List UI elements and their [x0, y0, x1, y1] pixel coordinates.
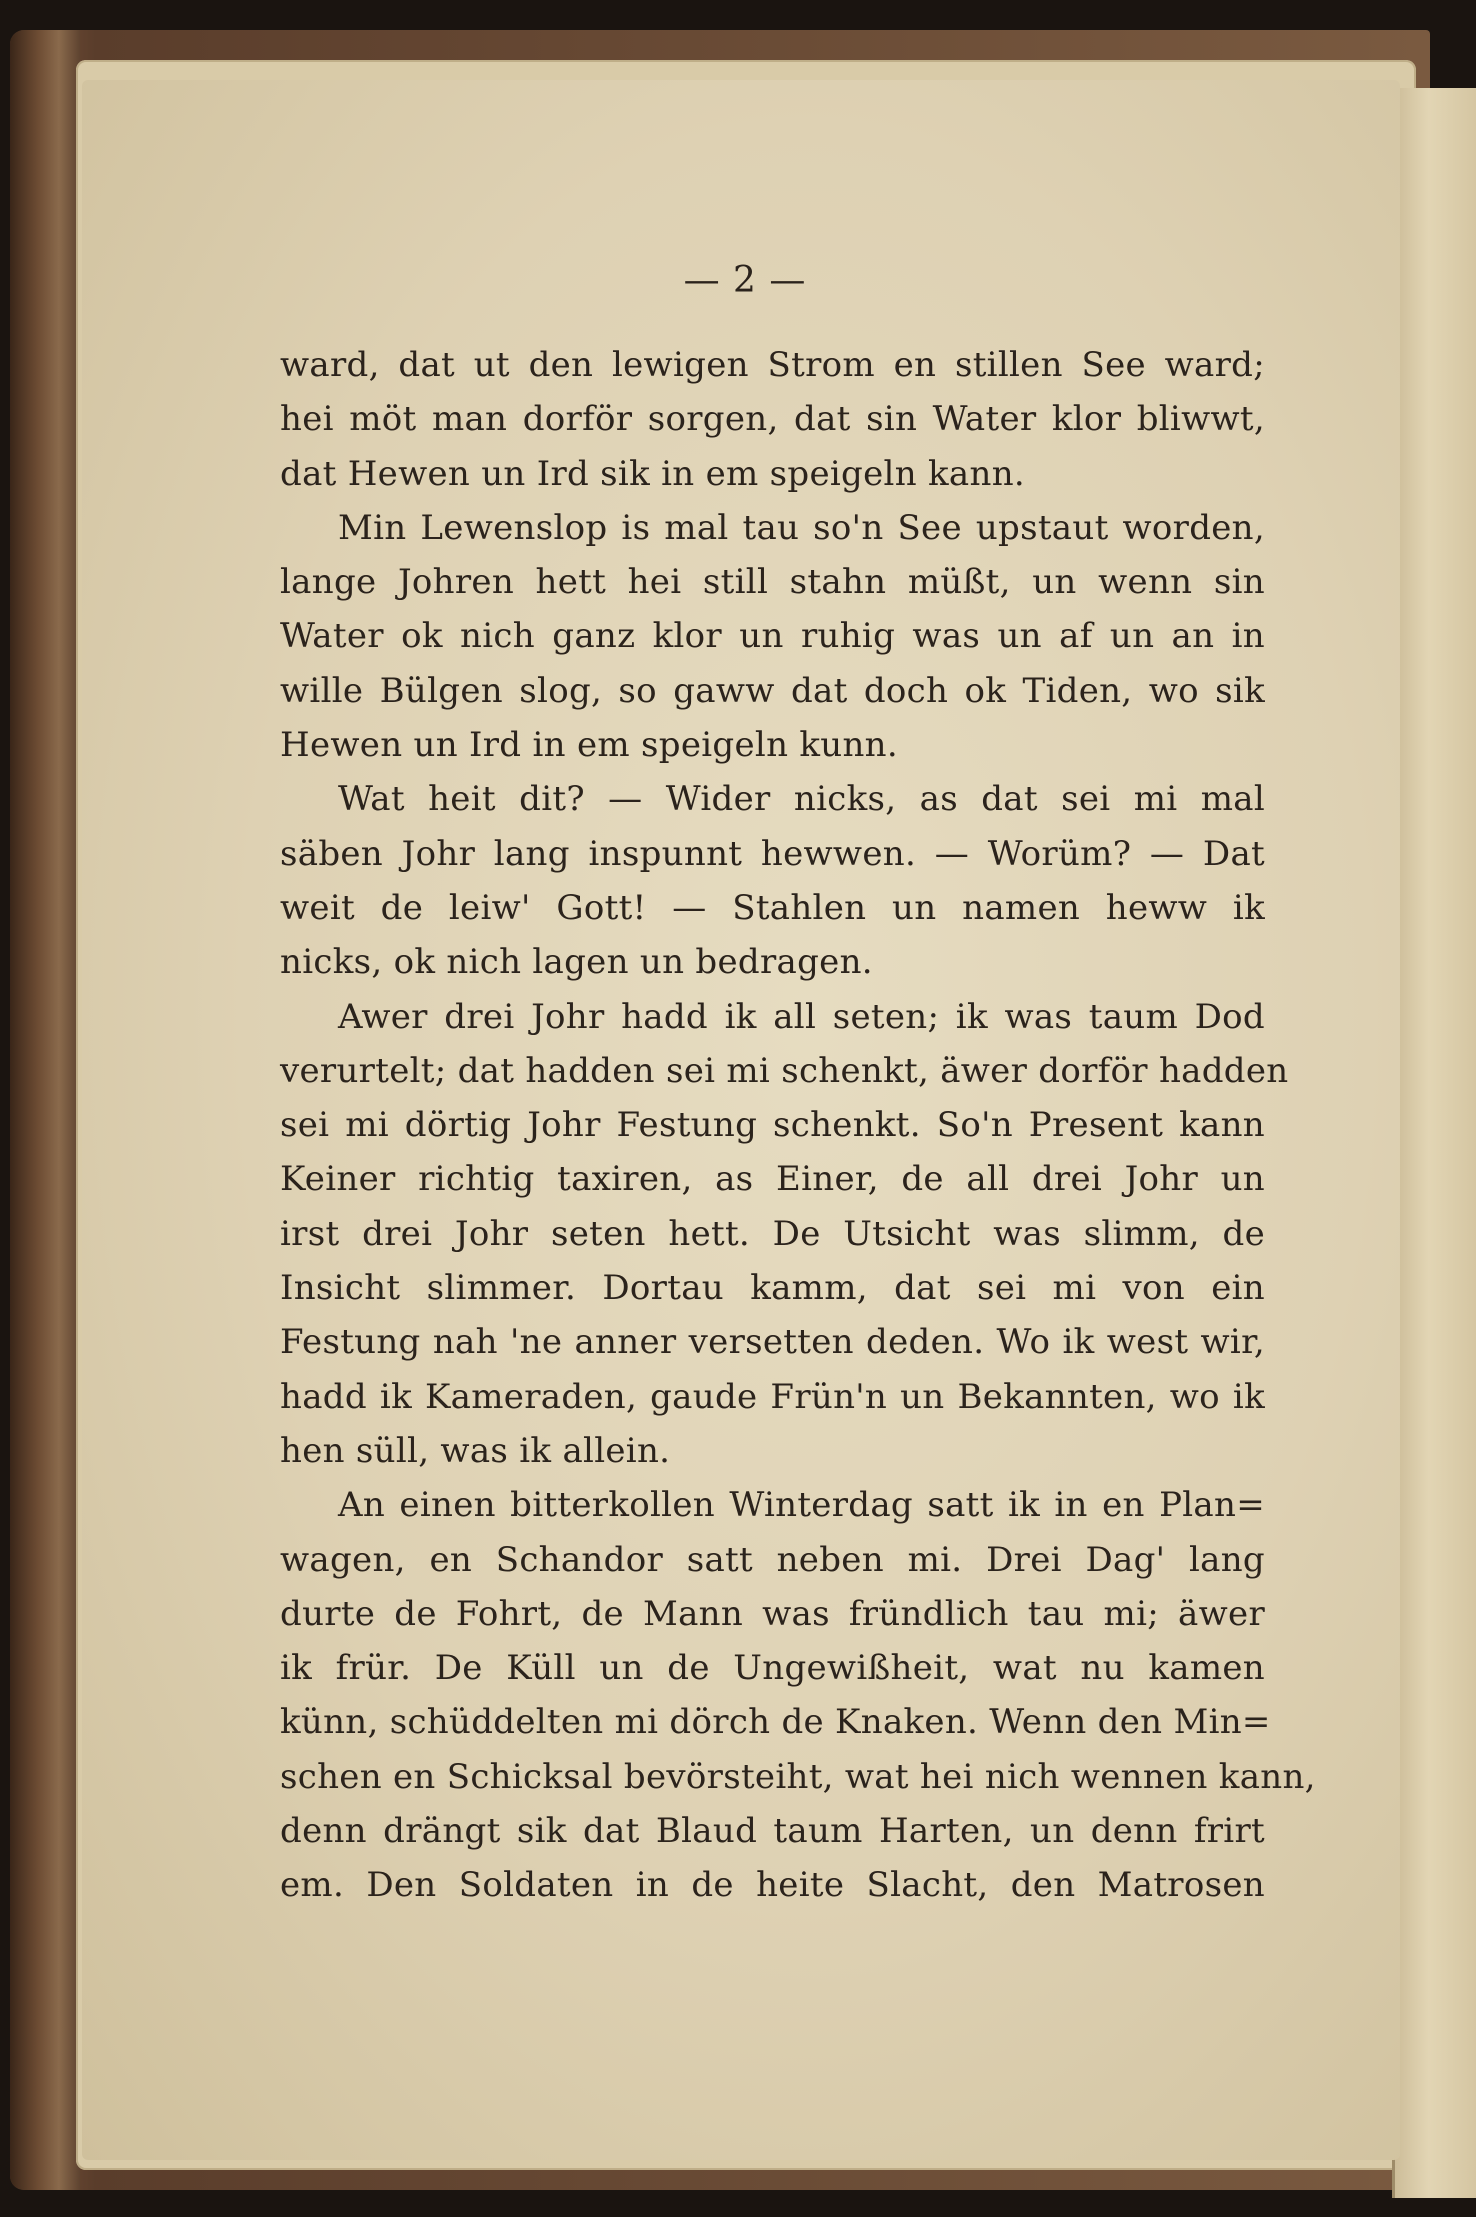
text-line: weit de leiw' Gott! — Stahlen un namen heww ik: [280, 887, 1265, 928]
text-line: Hewen un Ird in em speigeln kunn.: [280, 725, 898, 766]
text-line: lange Johren hett hei still stahn müßt, un wenn sin: [280, 562, 1265, 603]
text-line: ik frür. De Küll un de Ungewißheit, wat nu kamen: [280, 1648, 1265, 1689]
text-line: hadd ik Kameraden, gaude Frün'n un Bekannten, wo ik: [280, 1376, 1265, 1417]
text-line: denn drängt sik dat Blaud taum Harten, un denn frirt: [280, 1811, 1265, 1852]
text-line: säben Johr lang inspunnt hewwen. — Worüm? — Dat: [280, 833, 1265, 874]
text-line: künn, schüddelten mi dörch de Knaken. Wenn den Min=: [280, 1702, 1271, 1743]
text-line: nicks, ok nich lagen un bedragen.: [280, 942, 873, 983]
text-line: An einen bitterkollen Winterdag satt ik in en Plan=: [338, 1485, 1265, 1526]
text-line: dat Hewen un Ird sik in em speigeln kann.: [280, 453, 1025, 494]
text-line: em. Den Soldaten in de heite Slacht, den Matrosen: [280, 1865, 1265, 1906]
text-line: Min Lewenslop is mal tau so'n See upstaut worden,: [338, 507, 1265, 548]
text-line: Insicht slimmer. Dortau kamm, dat sei mi von ein: [280, 1268, 1265, 1309]
text-line: wille Bülgen slog, so gaww dat doch ok Tiden, wo sik: [280, 670, 1265, 711]
text-line: hei möt man dorför sorgen, dat sin Water klor bliwwt,: [280, 399, 1265, 440]
text-line: ward, dat ut den lewigen Strom en stillen See ward;: [280, 345, 1265, 385]
text-line: Festung nah 'ne anner versetten deden. Wo ik west wir,: [280, 1322, 1265, 1363]
text-line: Wat heit dit? — Wider nicks, as dat sei mi mal: [338, 779, 1265, 820]
text-line: verurtelt; dat hadden sei mi schenkt, äwer dorför hadden: [280, 1050, 1289, 1091]
text-line: schen en Schicksal bevörsteiht, wat hei nich wennen kann,: [280, 1756, 1316, 1797]
text-line: irst drei Johr seten hett. De Utsicht was slimm, de: [280, 1213, 1265, 1254]
text-line: hen süll, was ik allein.: [280, 1430, 671, 1471]
body-text: [280, 338, 1316, 1913]
text-line: sei mi dörtig Johr Festung schenkt. So'n Present kann: [280, 1105, 1265, 1146]
book-spine: [10, 30, 80, 2190]
page-number: — 2 —: [683, 260, 807, 301]
facing-page-edge: [1392, 88, 1476, 2198]
text-line: Keiner richtig taxiren, as Einer, de all drei Johr un: [280, 1159, 1265, 1200]
text-line: wagen, en Schandor satt neben mi. Drei Dag' lang: [280, 1539, 1265, 1580]
text-line: Awer drei Johr hadd ik all seten; ik was taum Dod: [338, 996, 1265, 1037]
text-line: Water ok nich ganz klor un ruhig was un af un an in: [280, 616, 1265, 657]
text-line: durte de Fohrt, de Mann was fründlich tau mi; äwer: [280, 1593, 1265, 1634]
